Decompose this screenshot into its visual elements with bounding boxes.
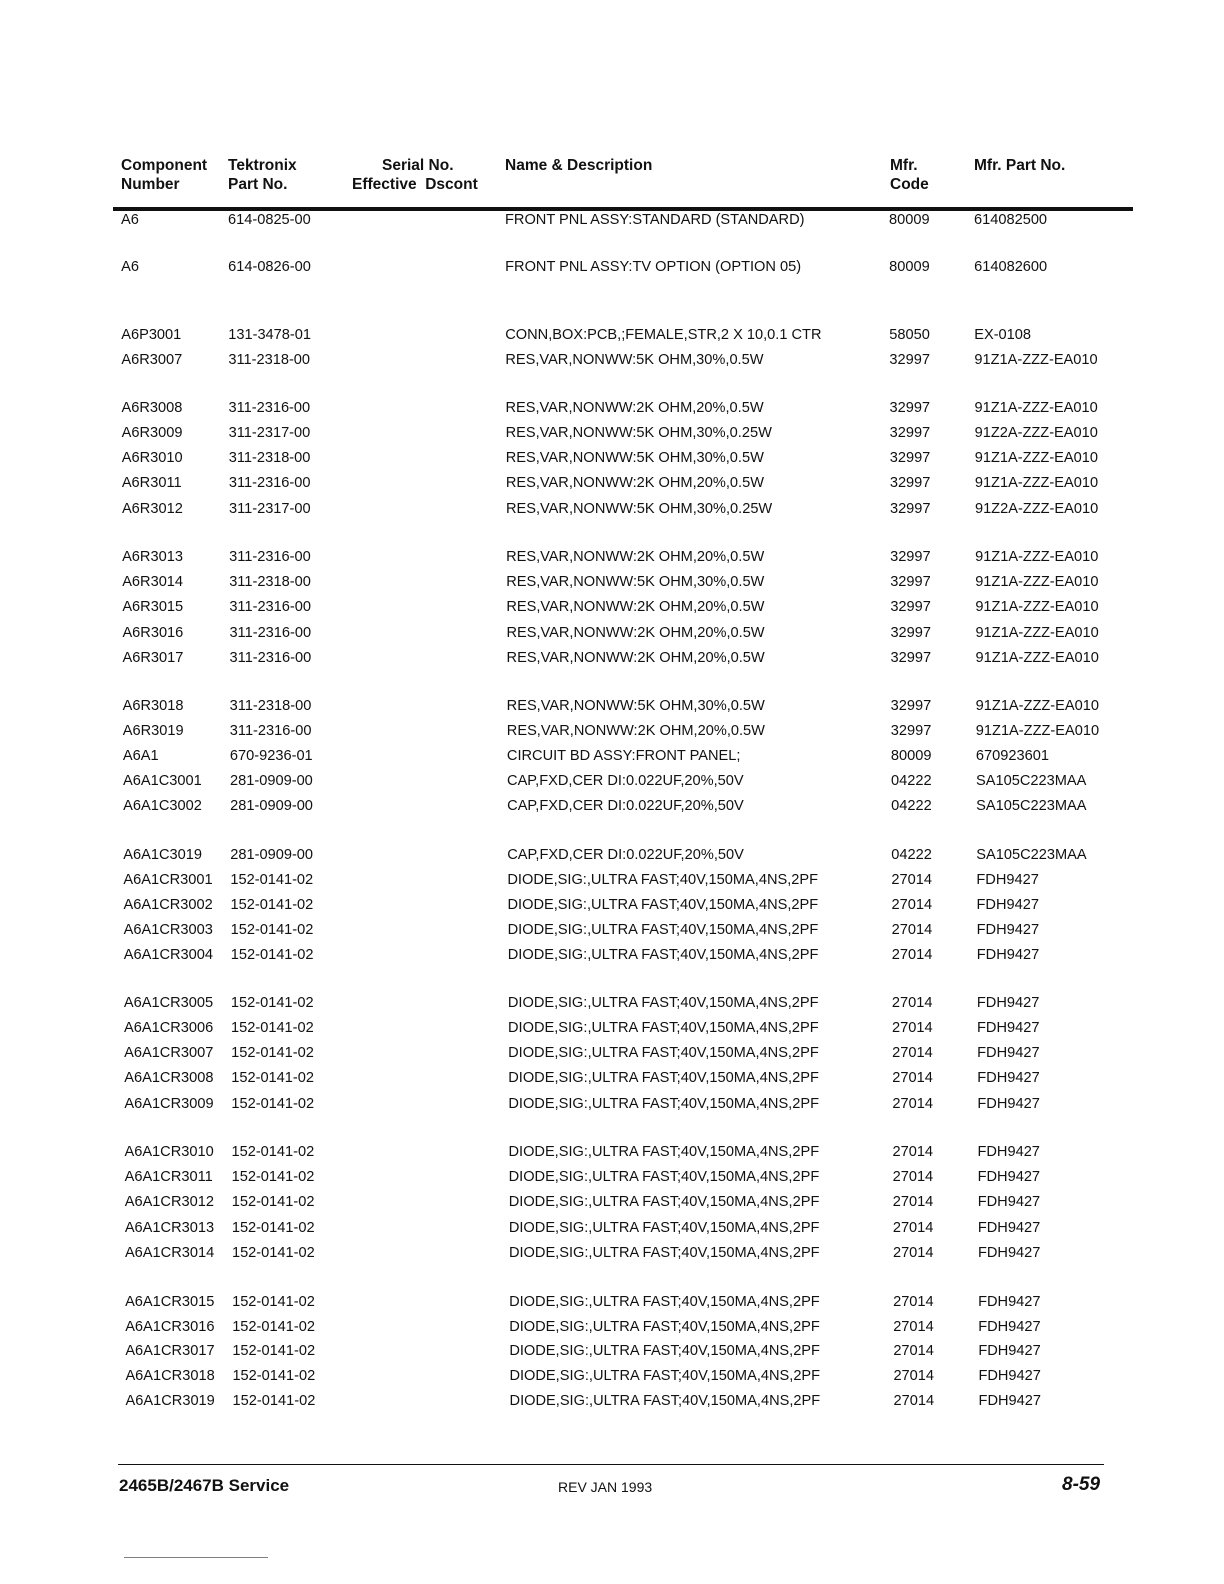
cell-mfr-code: 32997 <box>889 450 931 466</box>
cell-description: DIODE,SIG:,ULTRA FAST;40V,150MA,4NS,2PF <box>508 1169 820 1185</box>
cell-mfr-code: 27014 <box>892 1144 934 1160</box>
cell-tektronix-part: 152-0141-02 <box>231 1194 315 1210</box>
cell-description: DIODE,SIG:,ULTRA FAST;40V,150MA,4NS,2PF <box>508 1096 820 1112</box>
cell-component: A6R3015 <box>122 599 184 615</box>
cell-description: RES,VAR,NONWW:2K OHM,20%,0.5W <box>506 599 765 615</box>
cell-component: A6A1CR3014 <box>124 1245 215 1261</box>
cell-mfr-part: FDH9427 <box>978 1393 1042 1409</box>
cell-tektronix-part: 152-0141-02 <box>231 1144 315 1160</box>
cell-component: A6R3008 <box>121 400 183 416</box>
cell-mfr-part: FDH9427 <box>977 1096 1040 1112</box>
cell-mfr-part: 91Z1A-ZZZ-EA010 <box>975 549 1099 565</box>
header-name-description <box>505 156 652 175</box>
cell-mfr-code: 32997 <box>890 599 931 615</box>
cell-component: A6A1CR3010 <box>124 1144 214 1160</box>
cell-component: A6A1CR3012 <box>124 1194 214 1210</box>
cell-tektronix-part: 311-2318-00 <box>228 352 311 368</box>
cell-mfr-part: SA105C223MAA <box>976 847 1087 863</box>
cell-description: DIODE,SIG:,ULTRA FAST;40V,150MA,4NS,2PF <box>509 1294 820 1310</box>
cell-mfr-part: FDH9427 <box>978 1294 1041 1310</box>
cell-mfr-part: FDH9427 <box>977 1020 1040 1036</box>
cell-mfr-code: 80009 <box>889 212 930 228</box>
cell-tektronix-part: 311-2316-00 <box>229 650 312 666</box>
cell-mfr-part: FDH9427 <box>977 1169 1041 1185</box>
footer-rule <box>118 1464 1104 1465</box>
cell-mfr-part: FDH9427 <box>976 897 1039 913</box>
cell-mfr-part: 91Z1A-ZZZ-EA010 <box>974 475 1099 491</box>
cell-description: DIODE,SIG:,ULTRA FAST;40V,150MA,4NS,2PF <box>507 947 819 963</box>
cell-mfr-code: 32997 <box>889 400 931 416</box>
cell-mfr-code: 27014 <box>892 1070 933 1086</box>
cell-description: FRONT PNL ASSY:STANDARD (STANDARD) <box>505 212 805 228</box>
cell-description: RES,VAR,NONWW:5K OHM,30%,0.5W <box>505 450 764 466</box>
cell-component: A6 <box>121 212 139 228</box>
cell-description: DIODE,SIG:,ULTRA FAST;40V,150MA,4NS,2PF <box>508 1144 820 1160</box>
cell-mfr-part: 91Z1A-ZZZ-EA010 <box>975 625 1099 641</box>
cell-tektronix-part: 670-9236-01 <box>229 748 313 764</box>
cell-description: DIODE,SIG:,ULTRA FAST;40V,150MA,4NS,2PF <box>508 1245 820 1261</box>
cell-description: RES,VAR,NONWW:2K OHM,20%,0.5W <box>506 723 765 739</box>
cell-description: CAP,FXD,CER DI:0.022UF,20%,50V <box>507 798 744 814</box>
cell-component: A6A1C3001 <box>123 773 202 789</box>
cell-mfr-part: FDH9427 <box>977 1194 1041 1210</box>
cell-mfr-part: FDH9427 <box>976 995 1040 1011</box>
cell-mfr-code: 32997 <box>890 650 932 666</box>
header-mfr-line1: Mfr. <box>890 157 918 174</box>
header-component-line1: Component <box>121 157 208 174</box>
cell-mfr-part: FDH9427 <box>977 1070 1040 1086</box>
cell-tektronix-part: 311-2317-00 <box>228 501 311 517</box>
cell-mfr-part: FDH9427 <box>977 1045 1040 1061</box>
cell-description: CIRCUIT BD ASSY:FRONT PANEL; <box>506 748 741 764</box>
cell-description: RES,VAR,NONWW:5K OHM,30%,0.5W <box>505 352 764 368</box>
cell-description: DIODE,SIG:,ULTRA FAST;40V,150MA,4NS,2PF <box>507 922 819 938</box>
cell-tektronix-part: 614-0826-00 <box>228 259 311 275</box>
cell-description: DIODE,SIG:,ULTRA FAST;40V,150MA,4NS,2PF <box>509 1343 820 1359</box>
header-tektronix-part <box>228 156 297 194</box>
footer-revision: REV JAN 1993 <box>558 1479 653 1495</box>
cell-tektronix-part: 152-0141-02 <box>231 1169 315 1185</box>
header-component-line2: Number <box>121 176 180 193</box>
cell-description: DIODE,SIG:,ULTRA FAST;40V,150MA,4NS,2PF <box>509 1368 821 1384</box>
cell-component: A6A1CR3007 <box>124 1045 214 1061</box>
cell-mfr-code: 04222 <box>891 847 932 863</box>
cell-tektronix-part: 152-0141-02 <box>231 1220 315 1236</box>
cell-mfr-code: 27014 <box>893 1368 935 1384</box>
cell-mfr-code: 27014 <box>892 1220 934 1236</box>
cell-component: A6A1 <box>122 748 159 764</box>
cell-description: DIODE,SIG:,ULTRA FAST;40V,150MA,4NS,2PF <box>508 1070 819 1086</box>
cell-mfr-code: 27014 <box>893 1294 934 1310</box>
cell-description: CONN,BOX:PCB,;FEMALE,STR,2 X 10,0.1 CTR <box>505 327 822 343</box>
cell-mfr-part: 91Z1A-ZZZ-EA010 <box>975 723 1100 739</box>
cell-description: RES,VAR,NONWW:2K OHM,20%,0.5W <box>506 650 765 666</box>
cell-tektronix-part: 152-0141-02 <box>232 1294 315 1310</box>
cell-tektronix-part: 281-0909-00 <box>230 798 313 814</box>
cell-tektronix-part: 152-0141-02 <box>230 995 314 1011</box>
cell-tektronix-part: 281-0909-00 <box>230 773 313 789</box>
cell-mfr-part: 670923601 <box>975 748 1049 764</box>
cell-component: A6R3018 <box>122 698 184 714</box>
cell-description: DIODE,SIG:,ULTRA FAST;40V,150MA,4NS,2PF <box>509 1393 821 1409</box>
page-number: 8-59 <box>1062 1474 1101 1495</box>
cell-component: A6A1CR3009 <box>124 1096 214 1112</box>
header-mfr-part-no <box>974 156 1065 175</box>
cell-component: A6R3016 <box>122 625 184 641</box>
bottom-link-underline <box>124 1557 268 1558</box>
cell-mfr-code: 32997 <box>890 549 931 565</box>
cell-mfr-part: 91Z1A-ZZZ-EA010 <box>975 650 1099 666</box>
cell-description: DIODE,SIG:,ULTRA FAST;40V,150MA,4NS,2PF <box>507 897 819 913</box>
cell-mfr-code: 32997 <box>889 425 931 441</box>
cell-tektronix-part: 152-0141-02 <box>231 1045 314 1061</box>
cell-description: DIODE,SIG:,ULTRA FAST;40V,150MA,4NS,2PF <box>507 995 819 1011</box>
header-mfr-line2: Code <box>890 176 929 193</box>
cell-component: A6R3019 <box>122 723 184 739</box>
cell-tektronix-part: 152-0141-02 <box>232 1393 316 1409</box>
cell-tektronix-part: 152-0141-02 <box>232 1319 315 1335</box>
cell-tektronix-part: 152-0141-02 <box>230 872 314 888</box>
cell-component: A6A1CR3013 <box>124 1220 215 1236</box>
cell-mfr-code: 04222 <box>891 798 932 814</box>
cell-mfr-part: SA105C223MAA <box>976 798 1087 814</box>
cell-component: A6A1CR3008 <box>124 1070 214 1086</box>
cell-mfr-code: 27014 <box>891 995 933 1011</box>
cell-mfr-code: 32997 <box>890 723 932 739</box>
cell-tektronix-part: 152-0141-02 <box>230 922 314 938</box>
cell-tektronix-part: 311-2316-00 <box>229 625 312 641</box>
cell-tektronix-part: 281-0909-00 <box>230 847 314 863</box>
cell-mfr-code: 32997 <box>889 352 930 368</box>
cell-component: A6A1C3002 <box>123 798 202 814</box>
cell-component: A6A1CR3002 <box>123 897 213 913</box>
cell-tektronix-part: 152-0141-02 <box>232 1368 316 1384</box>
cell-description: DIODE,SIG:,ULTRA FAST;40V,150MA,4NS,2PF <box>507 872 819 888</box>
cell-component: A6A1CR3005 <box>123 995 214 1011</box>
cell-description: RES,VAR,NONWW:2K OHM,20%,0.5W <box>505 475 764 491</box>
cell-description: CAP,FXD,CER DI:0.022UF,20%,50V <box>507 847 744 863</box>
cell-component: A6A1CR3001 <box>123 872 213 888</box>
cell-mfr-part: SA105C223MAA <box>976 773 1087 789</box>
header-serial-no <box>352 156 478 194</box>
cell-mfr-code: 27014 <box>891 872 932 888</box>
cell-tektronix-part: 311-2316-00 <box>229 723 312 739</box>
cell-component: A6A1CR3006 <box>124 1020 214 1036</box>
cell-tektronix-part: 152-0141-02 <box>232 1343 316 1359</box>
cell-mfr-part: FDH9427 <box>978 1319 1041 1335</box>
cell-mfr-part: 614082500 <box>974 212 1048 228</box>
cell-mfr-part: EX-0108 <box>974 327 1032 343</box>
cell-description: RES,VAR,NONWW:2K OHM,20%,0.5W <box>506 549 765 565</box>
header-name-line1: Name & Description <box>505 157 653 174</box>
cell-tektronix-part: 152-0141-02 <box>230 947 314 963</box>
cell-component: A6R3007 <box>121 352 183 368</box>
cell-tektronix-part: 152-0141-02 <box>230 897 314 913</box>
cell-mfr-part: 91Z1A-ZZZ-EA010 <box>975 574 1099 590</box>
cell-tektronix-part: 311-2318-00 <box>228 450 311 466</box>
footer-title: 2465B/2467B Service <box>119 1476 290 1495</box>
cell-mfr-part: 91Z1A-ZZZ-EA010 <box>974 450 1098 466</box>
cell-mfr-part: FDH9427 <box>978 1343 1041 1359</box>
cell-component: A6 <box>121 259 139 275</box>
cell-description: RES,VAR,NONWW:5K OHM,30%,0.5W <box>506 698 765 714</box>
header-mfrpart-line1: Mfr. Part No. <box>974 157 1066 174</box>
header-component-number <box>121 156 207 194</box>
cell-mfr-code: 27014 <box>892 1194 934 1210</box>
header-tek-line2: Part No. <box>228 176 288 193</box>
cell-mfr-code: 27014 <box>892 1169 934 1185</box>
cell-component: A6A1CR3018 <box>125 1368 215 1384</box>
cell-mfr-code: 80009 <box>890 748 932 764</box>
cell-mfr-code: 27014 <box>891 947 933 963</box>
cell-component: A6R3012 <box>121 501 183 517</box>
cell-component: A6A1CR3011 <box>124 1169 213 1185</box>
cell-tektronix-part: 311-2317-00 <box>228 425 311 441</box>
cell-mfr-code: 58050 <box>889 327 930 343</box>
cell-component: A6A1CR3017 <box>125 1343 215 1359</box>
cell-mfr-code: 27014 <box>892 1020 933 1036</box>
cell-tektronix-part: 311-2316-00 <box>229 599 311 615</box>
cell-mfr-part: FDH9427 <box>977 1144 1040 1160</box>
cell-component: A6R3013 <box>122 549 183 565</box>
cell-mfr-code: 27014 <box>893 1319 934 1335</box>
cell-description: DIODE,SIG:,ULTRA FAST;40V,150MA,4NS,2PF <box>508 1220 820 1236</box>
cell-tektronix-part: 614-0825-00 <box>228 212 311 228</box>
cell-description: DIODE,SIG:,ULTRA FAST;40V,150MA,4NS,2PF <box>508 1194 820 1210</box>
cell-description: CAP,FXD,CER DI:0.022UF,20%,50V <box>507 773 744 789</box>
cell-mfr-code: 32997 <box>889 475 931 491</box>
cell-tektronix-part: 311-2318-00 <box>229 574 311 590</box>
cell-mfr-code: 32997 <box>889 501 931 517</box>
cell-mfr-part: 91Z1A-ZZZ-EA010 <box>974 352 1098 368</box>
cell-tektronix-part: 311-2316-00 <box>229 549 311 565</box>
cell-mfr-part: 91Z1A-ZZZ-EA010 <box>975 599 1099 615</box>
cell-mfr-code: 27014 <box>891 922 933 938</box>
cell-mfr-code: 27014 <box>892 1245 934 1261</box>
cell-tektronix-part: 152-0141-02 <box>231 1070 315 1086</box>
cell-mfr-part: 614082600 <box>974 259 1048 275</box>
cell-mfr-code: 32997 <box>890 698 932 714</box>
cell-component: A6A1CR3016 <box>125 1319 215 1335</box>
cell-description: RES,VAR,NONWW:5K OHM,30%,0.5W <box>506 574 765 590</box>
cell-component: A6A1CR3003 <box>123 922 213 938</box>
cell-mfr-code: 04222 <box>891 773 932 789</box>
cell-tektronix-part: 311-2316-00 <box>228 475 311 491</box>
cell-mfr-code: 32997 <box>890 625 932 641</box>
header-serial-line1: Serial No. <box>382 157 454 174</box>
cell-tektronix-part: 152-0141-02 <box>231 1096 315 1112</box>
cell-component: A6R3009 <box>121 425 183 441</box>
cell-description: DIODE,SIG:,ULTRA FAST;40V,150MA,4NS,2PF <box>508 1045 819 1061</box>
cell-mfr-part: 91Z1A-ZZZ-EA010 <box>974 400 1098 416</box>
cell-tektronix-part: 311-2316-00 <box>228 400 311 416</box>
cell-description: RES,VAR,NONWW:2K OHM,20%,0.5W <box>505 400 764 416</box>
cell-description: FRONT PNL ASSY:TV OPTION (OPTION 05) <box>505 259 802 275</box>
cell-mfr-part: FDH9427 <box>976 947 1040 963</box>
cell-mfr-part: FDH9427 <box>978 1368 1041 1384</box>
cell-mfr-part: FDH9427 <box>977 1245 1041 1261</box>
cell-component: A6A1CR3019 <box>125 1393 215 1409</box>
cell-component: A6R3011 <box>121 475 182 491</box>
cell-tektronix-part: 152-0141-02 <box>231 1245 315 1261</box>
cell-component: A6P3001 <box>121 327 182 343</box>
cell-mfr-code: 80009 <box>889 259 930 275</box>
cell-mfr-part: 91Z2A-ZZZ-EA010 <box>974 501 1099 517</box>
cell-mfr-code: 32997 <box>890 574 931 590</box>
cell-component: A6R3017 <box>122 650 184 666</box>
cell-tektronix-part: 152-0141-02 <box>231 1020 314 1036</box>
cell-description: RES,VAR,NONWW:2K OHM,20%,0.5W <box>506 625 765 641</box>
cell-mfr-part: 91Z2A-ZZZ-EA010 <box>974 425 1098 441</box>
cell-mfr-part: FDH9427 <box>976 922 1040 938</box>
cell-component: A6A1C3019 <box>123 847 202 863</box>
header-serial-line2: Effective Dscont <box>352 176 478 193</box>
cell-component: A6A1CR3015 <box>125 1294 215 1310</box>
cell-description: DIODE,SIG:,ULTRA FAST;40V,150MA,4NS,2PF <box>509 1319 820 1335</box>
cell-component: A6R3014 <box>122 574 184 590</box>
cell-mfr-code: 27014 <box>891 897 933 913</box>
cell-mfr-part: FDH9427 <box>976 872 1039 888</box>
cell-tektronix-part: 131-3478-01 <box>228 327 312 343</box>
cell-mfr-code: 27014 <box>892 1045 933 1061</box>
cell-mfr-code: 27014 <box>893 1393 935 1409</box>
header-mfr-code <box>890 156 929 194</box>
table-header <box>0 156 1224 208</box>
cell-component: A6A1CR3004 <box>123 947 213 963</box>
cell-description: DIODE,SIG:,ULTRA FAST;40V,150MA,4NS,2PF <box>508 1020 819 1036</box>
cell-description: RES,VAR,NONWW:5K OHM,30%,0.25W <box>505 501 773 517</box>
cell-mfr-code: 27014 <box>893 1343 934 1359</box>
cell-mfr-code: 27014 <box>892 1096 933 1112</box>
cell-mfr-part: 91Z1A-ZZZ-EA010 <box>975 698 1099 714</box>
cell-mfr-part: FDH9427 <box>977 1220 1041 1236</box>
cell-tektronix-part: 311-2318-00 <box>229 698 312 714</box>
header-tek-line1: Tektronix <box>228 157 297 174</box>
cell-description: RES,VAR,NONWW:5K OHM,30%,0.25W <box>505 425 772 441</box>
cell-component: A6R3010 <box>121 450 183 466</box>
